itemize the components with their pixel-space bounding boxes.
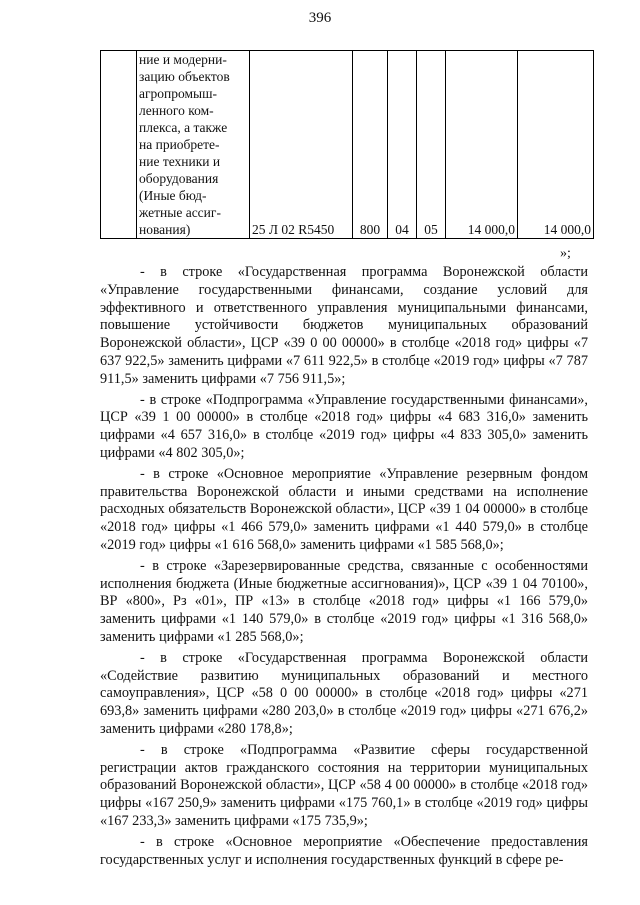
description-line: оборудования [139, 171, 219, 186]
amendment-paragraph: - в строке «Основное мероприятие «Обеспечение предоставления государственных услуг и исполнения государственных функций в сфере ре- [100, 833, 588, 868]
amendment-paragraph: - в строке «Подпрограмма «Управление государственными финансами», ЦСР «39 1 00 00000» в столбце «2018 год» цифры «4 683 316,0» заменить цифрами «4 657 316,0» в столбце «2019 год» цифры «4 833 305,0» заменить цифрами «4 802 305,0»; [100, 391, 588, 461]
table-cell-vr: 800 [353, 51, 388, 239]
amendment-paragraph: - в строке «Государственная программа Воронежской области «Управление государственными финансами, создание условий для эффективного и ответственного управления муниципальными финансами, повышение устойчивости бюджетов муниципальных образований Воронежской области», ЦСР «39 0 00 00000» в столбце «2018 год» цифры «7 637 922,5» заменить цифрами «7 611 922,5» в столбце «2019 год» цифры «7 787 911,5» заменить цифрами «7 756 911,5»; [100, 264, 588, 387]
budget-table [100, 50, 594, 239]
amendment-paragraph: - в строке «Государственная программа Воронежской области «Содействие развитию муниципальных образований и местного самоуправления», ЦСР «58 0 00 00000» в столбце «2018 год» цифры «271 693,8» заменить цифрами «280 203,0» в столбце «2019 год» цифры «271 676,2» заменить цифрами «280 178,8»; [100, 649, 588, 737]
table-cell-rz: 04 [388, 51, 417, 239]
closing-quote: »; [560, 246, 571, 261]
table-cell-2018: 14 000,0 [446, 51, 518, 239]
description-line: (Иные бюд- [139, 188, 207, 203]
description-line: агропромыш- [139, 86, 218, 101]
description-line: ние и модерни- [139, 52, 227, 67]
description-line: ние техники и [139, 154, 221, 169]
amendment-paragraph: - в строке «Зарезервированные средства, связанные с особенностями исполнения бюджета (Иные бюджетные ассигнования)», ЦСР «39 1 04 70100», ВР «800», Рз «01», ПР «13» в столбце «2018 год» цифры «1 166 579,0» заменить цифрами «1 140 579,0» в столбце «2019 год» цифры «1 316 568,0» заменить цифрами «1 285 568,0»; [100, 557, 588, 645]
table-cell-empty [101, 51, 137, 239]
amendment-text [100, 264, 588, 872]
table-cell-description [137, 51, 250, 239]
description-line: нования) [139, 222, 191, 237]
amendment-paragraph: - в строке «Подпрограмма «Развитие сферы государственной регистрации актов гражданского состояния на территории муниципальных образований Воронежской области», ЦСР «58 4 00 00000» в столбце «2018 год» цифры «167 250,9» заменить цифрами «175 760,1» в столбце «2019 год» цифры «167 233,3» заменить цифрами «175 735,9»; [100, 741, 588, 829]
table-row [101, 51, 594, 239]
amendment-paragraph: - в строке «Основное мероприятие «Управление резервным фондом правительства Воронежской области и иными средствами на исполнение расходных обязательств Воронежской области», ЦСР «39 1 04 00000» в столбце «2018 год» цифры «1 466 579,0» заменить цифрами «1 440 579,0» в столбце «2019 год» цифры «1 616 568,0» заменить цифрами «1 585 568,0»; [100, 465, 588, 553]
description-line: жетные ассиг- [139, 205, 221, 220]
table-cell-2019: 14 000,0 [518, 51, 594, 239]
table-cell-csr: 25 Л 02 R5450 [250, 51, 353, 239]
table-cell-pr: 05 [417, 51, 446, 239]
description-line: ленного ком- [139, 103, 214, 118]
description-line: зацию объектов [139, 69, 230, 84]
description-line: на приобрете- [139, 137, 220, 152]
description-line: плекса, а также [139, 120, 228, 135]
page-number: 396 [308, 10, 332, 26]
